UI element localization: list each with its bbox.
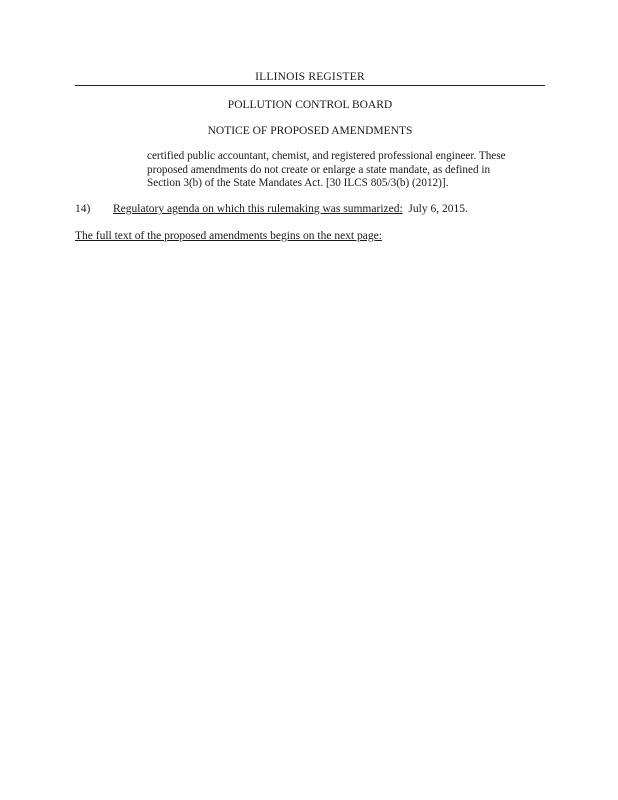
header-rule [75,85,545,86]
item-value: July 6, 2015. [408,203,468,215]
paragraph-line: proposed amendments do not create or enlarge a state mandate, as defined in [147,163,491,176]
item-label: Regulatory agenda on which this rulemaking was summarized: [113,203,403,215]
item-14 [75,202,555,216]
paragraph-line: certified public accountant, chemist, and registered professional engineer. These [147,150,506,162]
paragraph-line: Section 3(b) of the State Mandates Act. [30 ILCS 805/3(b) (2012)]. [147,177,449,189]
continued-paragraph [147,150,547,191]
item-number: 14) [75,203,91,215]
register-title: ILLINOIS REGISTER [255,71,365,83]
notice-type: NOTICE OF PROPOSED AMENDMENTS [207,125,413,137]
agency-name: POLLUTION CONTROL BOARD [227,99,393,111]
full-text-note: The full text of the proposed amendments begins on the next page: [75,230,382,242]
